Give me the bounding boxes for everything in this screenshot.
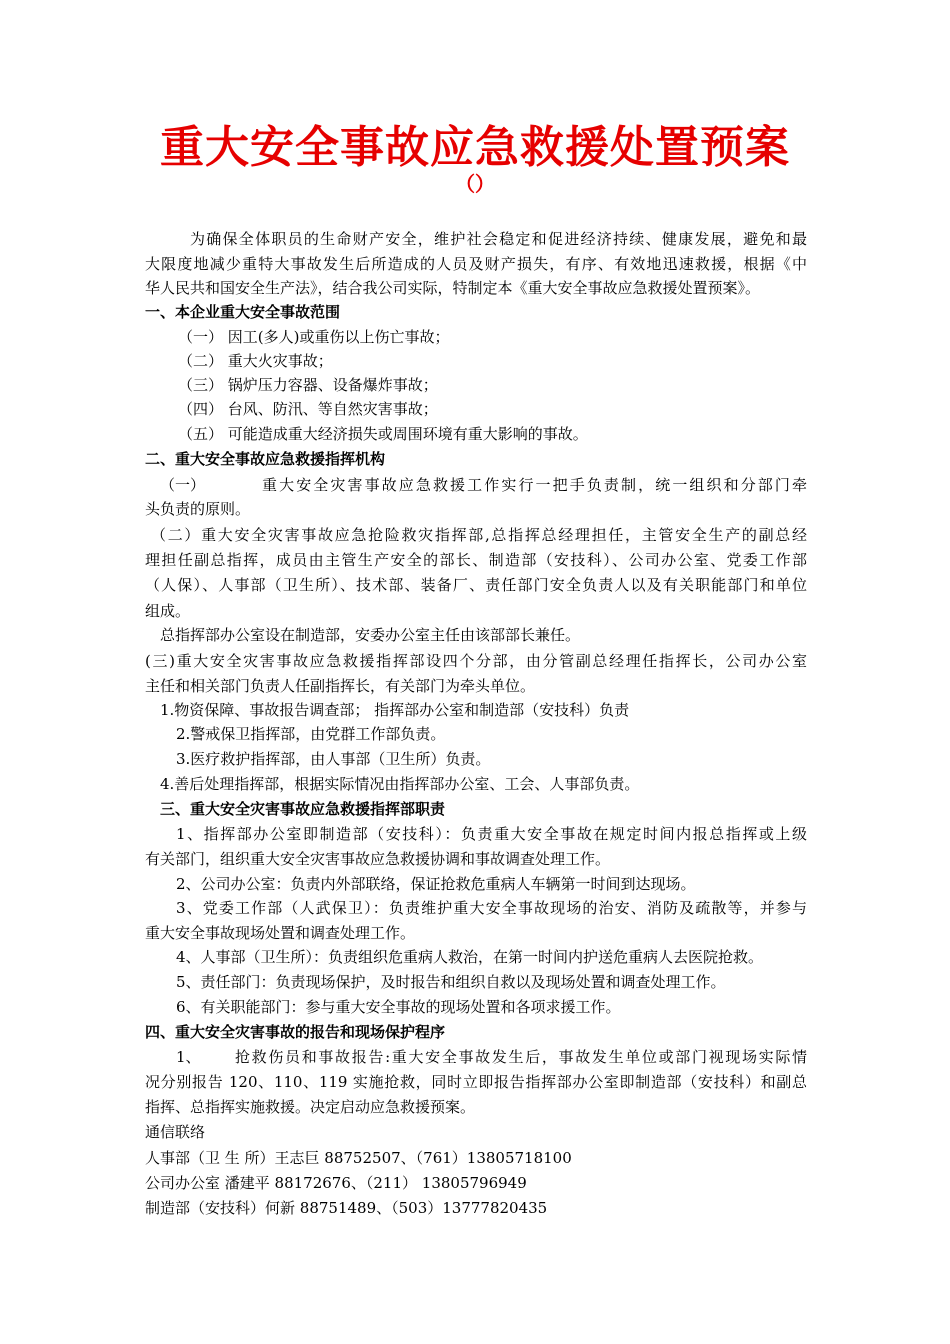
document-subtitle: （）	[455, 172, 495, 196]
paragraph-text: 况分别报告 120、110、119 实施抢救，同时立即报告指挥部办公室即制造部（安技科）和副总	[145, 1073, 807, 1091]
intro-line: 华人民共和国安全生产法》，结合我公司实际，特制定本《重大安全事故应急救援处置预案》。	[145, 279, 761, 297]
paragraph-text: 重大安全灾害事故应急救援工作实行一把手负责制，统一组织和分部门牵	[262, 476, 807, 494]
paragraph-text: 1、指挥部办公室即制造部（安技科）：负责重大安全事故在规定时间内报总指挥或上级	[176, 825, 807, 843]
paragraph-text: 抢救伤员和事故报告:重大安全事故发生后，事故发生单位或部门视现场实际情	[235, 1048, 807, 1066]
paragraph-text: 组成。	[145, 602, 191, 620]
paragraph-text: 有关部门，组织重大安全灾害事故应急救援协调和事故调查处理工作。	[145, 850, 611, 868]
section-heading: 四、重大安全灾害事故的报告和现场保护程序	[145, 1023, 446, 1041]
list-item: 3.医疗救护指挥部，由人事部（卫生所）负责。	[176, 750, 491, 768]
contact-line: 人事部（卫 生 所）王志巨 88752507、（761）13805718100	[145, 1149, 572, 1167]
paragraph-text: 4、人事部（卫生所）：负责组织危重病人救治，在第一时间内护送危重病人去医院抢救。	[176, 948, 764, 966]
list-item: （四） 台风、防汛、等自然灾害事故；	[178, 400, 438, 418]
paragraph-text: （人保）、人事部（卫生所）、技术部、装备厂、责任部门安全负责人以及有关职能部门和单位	[145, 576, 807, 594]
list-item: （三） 锅炉压力容器、设备爆炸事故；	[178, 376, 438, 394]
paragraph-text: (三)重大安全灾害事故应急救援指挥部设四个分部，由分管副总经理任指挥长，公司办公室	[145, 652, 807, 670]
intro-line: 为确保全体职员的生命财产安全，维护社会稳定和促进经济持续、健康发展，避免和最	[190, 230, 807, 248]
section-heading: 二、重大安全事故应急救援指挥机构	[145, 450, 386, 468]
list-item: 4.善后处理指挥部，根据实际情况由指挥部办公室、工会、人事部负责。	[160, 775, 640, 793]
section-heading: 三、重大安全灾害事故应急救援指挥部职责	[160, 800, 446, 818]
paragraph-text: 主任和相关部门负责人任副指挥长，有关部门为牵头单位。	[145, 677, 536, 695]
paragraph-text: 5、责任部门：负责现场保护，及时报告和组织自救以及现场处置和调查处理工作。	[176, 973, 726, 991]
document-title: 重大安全事故应急救援处置预案	[160, 122, 790, 173]
contacts-heading: 通信联络	[145, 1123, 206, 1141]
list-item: （五） 可能造成重大经济损失或周围环境有重大影响的事故。	[178, 425, 588, 443]
section-heading: 一、本企业重大安全事故范围	[145, 303, 341, 321]
list-item: （一） 因工(多人)或重伤以上伤亡事故；	[178, 328, 450, 346]
paragraph-text: 指挥、总指挥实施救援。决定启动应急救援预案。	[145, 1098, 476, 1116]
paragraph-text: 重大安全事故现场处置和调查处理工作。	[145, 924, 416, 942]
contact-line: 公司办公室 潘建平 88172676、（211） 13805796949	[145, 1174, 527, 1192]
list-item: 1.物资保障、事故报告调查部； 指挥部办公室和制造部（安技科）负责	[160, 701, 630, 719]
paragraph-text: 头负责的原则。	[145, 500, 251, 518]
paragraph-text: （二）重大安全灾害事故应急抢险救灾指挥部,总指挥总经理担任，主管安全生产的副总经	[151, 526, 807, 544]
paragraph-number: （一）	[160, 476, 206, 494]
paragraph-text: 3、党委工作部（人武保卫）：负责维护重大安全事故现场的治安、消防及疏散等，并参与	[176, 899, 807, 917]
contact-line: 制造部（安技科）何新 88751489、（503）13777820435	[145, 1199, 548, 1217]
paragraph-text: 总指挥部办公室设在制造部，安委办公室主任由该部部长兼任。	[160, 626, 581, 644]
intro-line: 大限度地减少重特大事故发生后所造成的人员及财产损失，有序、有效地迅速救援，根据《中	[145, 255, 807, 273]
paragraph-text: 6、有关职能部门：参与重大安全事故的现场处置和各项求援工作。	[176, 998, 621, 1016]
paragraph-text: 理担任副总指挥，成员由主管生产安全的部长、制造部（安技科）、公司办公室、党委工作部	[145, 551, 807, 569]
list-item: （二） 重大火灾事故；	[178, 352, 333, 370]
list-item: 2.警戒保卫指挥部，由党群工作部负责。	[176, 725, 446, 743]
paragraph-number: 1、	[176, 1048, 201, 1066]
paragraph-text: 2、公司办公室：负责内外部联络，保证抢救危重病人车辆第一时间到达现场。	[176, 875, 696, 893]
